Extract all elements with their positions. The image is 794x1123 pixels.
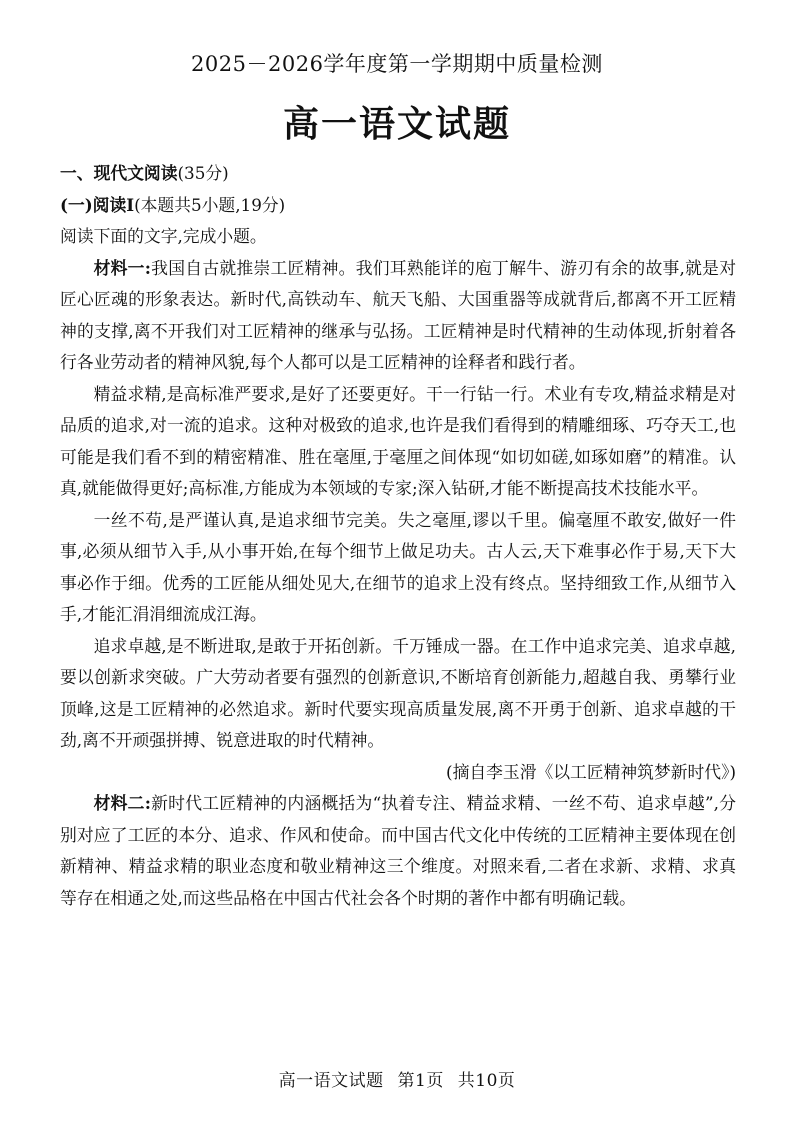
material-one-label: 材料一: — [93, 257, 151, 278]
exam-name: 2025－2026学年度第一学期期中质量检测 — [191, 52, 603, 76]
instruction: 阅读下面的文字,完成小题。 — [60, 226, 267, 246]
page-footer — [0, 1066, 794, 1091]
section-heading: 一、现代文阅读 — [60, 163, 178, 183]
footer-page-number: 第1页 — [397, 1071, 444, 1091]
material-one-source: (摘自李玉滑《以工匠精神筑梦新时代》) — [446, 761, 736, 782]
subject-title: 高一语文试题 — [282, 103, 511, 145]
subsection-heading: (一)阅读Ⅰ — [60, 194, 135, 215]
material-one-text-1: 我国自古就推崇工匠精神。我们耳熟能详的庖丁解牛、游刃有余的故事,就是对匠心匠魂的形象表达。新时代,高铁动车、航天飞船、大国重器等成就背后,都离不开工匠精神的支撑,离不开我们对工匠精神的继承与弘扬。工匠精神是时代精神的生动体现,折射着各行各业劳动者的精神风貌,每个人都可以是工匠精神的诠释者和践行者。 — [60, 257, 736, 372]
material-one-paragraph-2: 精益求精,是高标准严要求,是好了还要更好。干一行钻一行。术业有专攻,精益求精是对品质的追求,对一流的追求。这种对极致的追求,也许是我们看得到的精雕细琢、巧夺天工,也可能是我们看不到的精密精准、胜在毫厘,于毫厘之间体现“如切如磋,如琢如磨”的精准。认真,就能做得更好;高标准,方能成为本领域的专家;深入钻研,才能不断提高技术技能水平。 — [60, 383, 736, 498]
material-one-paragraph-3: 一丝不苟,是严谨认真,是追求细节完美。失之毫厘,谬以千里。偏毫厘不敢安,做好一件事,必须从细节入手,从小事开始,在每个细节上做足功夫。古人云,天下难事必作于易,天下大事必作于细。优秀的工匠能从细处见大,在细节的追求上没有终点。坚持细致工作,从细节入手,才能汇涓涓细流成江海。 — [60, 509, 736, 624]
subsection-info: (本题共5小题,19分) — [134, 194, 286, 215]
footer-subject: 高一语文试题 — [278, 1071, 384, 1091]
section-score: (35分) — [177, 163, 229, 183]
section-heading-line — [60, 158, 736, 190]
content-area — [60, 158, 736, 914]
footer-total-pages: 共10页 — [457, 1071, 516, 1091]
material-one-paragraph-1 — [60, 253, 736, 379]
material-one-paragraph-4: 追求卓越,是不断进取,是敢于开拓创新。千万锤成一器。在工作中追求完美、追求卓越,要以创新求突破。广大劳动者要有强烈的创新意识,不断培育创新能力,超越自我、勇攀行业顶峰,这是工匠精神的必然追求。新时代要实现高质量发展,离不开勇于创新、追求卓越的干劲,离不开顽强拼搏、锐意进取的时代精神。 — [60, 635, 736, 750]
material-two-paragraph — [60, 788, 736, 914]
subsection-heading-line — [60, 190, 736, 222]
material-two-label: 材料二: — [93, 793, 151, 813]
material-two-text: 新时代工匠精神的内涵概括为“执着专注、精益求精、一丝不苟、追求卓越”,分别对应了工匠的本分、追求、作风和使命。而中国古代文化中传统的工匠精神主要体现在创新精神、精益求精的职业态度和敬业精神这三个维度。对照来看,二者在求新、求精、求真等存在相通之处,而这些品格在中国古代社会各个时期的著作中都有明确记载。 — [60, 793, 736, 908]
